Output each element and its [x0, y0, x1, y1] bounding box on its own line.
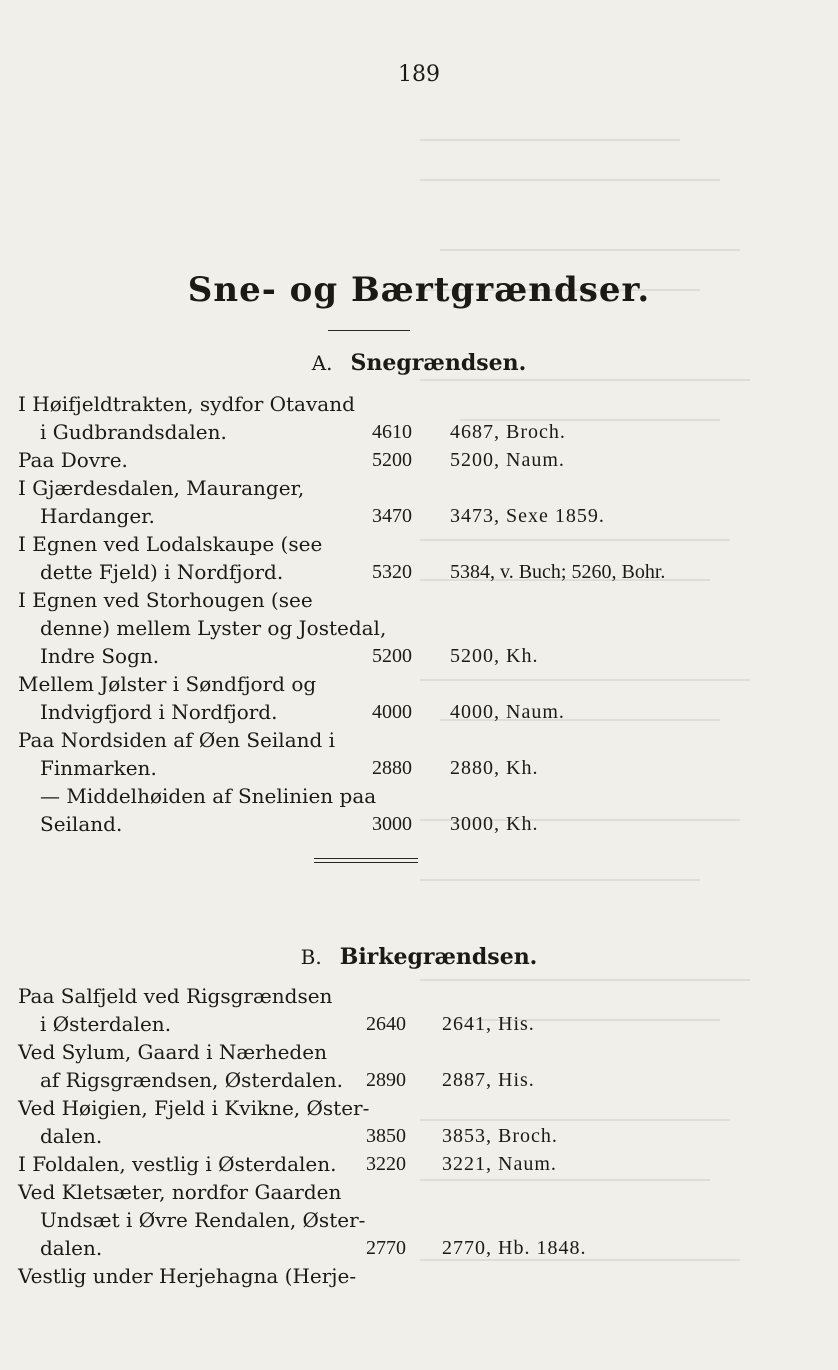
entry-line: Ved Sylum, Gaard i Nærheden [18, 1040, 327, 1064]
entry-line: Ved Kletsæter, nordfor Gaarden [18, 1180, 342, 1204]
section-a-name: Snegrændsen. [350, 350, 527, 376]
entry-line: Vestlig under Herjehagna (Herje- [18, 1264, 357, 1288]
height-value: 2640 [366, 1013, 406, 1035]
title-rule [328, 330, 410, 331]
entry-line: Paa Dovre. [18, 448, 128, 472]
entry-line: i Østerdalen. [40, 1012, 172, 1036]
height-value: 5200 [372, 449, 412, 471]
reference-value: 3473, Sexe 1859. [450, 505, 605, 527]
height-value: 5200 [372, 645, 412, 667]
reference-value: 3221, Naum. [442, 1153, 557, 1175]
section-a-heading [0, 350, 838, 376]
page-title: Sne- og Bærtgrændser. [187, 270, 651, 310]
reference-value: 2641, His. [442, 1013, 535, 1035]
height-value: 3470 [372, 505, 412, 527]
entry-line: Paa Nordsiden af Øen Seiland i [18, 728, 336, 752]
entry-line: dalen. [40, 1236, 103, 1260]
height-value: 2770 [366, 1237, 406, 1259]
entry-line: dette Fjeld) i Nordfjord. [40, 560, 284, 584]
entry-line: Seiland. [40, 812, 123, 836]
entry-line: Finmarken. [40, 756, 157, 780]
reference-value: 5200, Kh. [450, 645, 539, 667]
entry-line: Indvigfjord i Nordfjord. [40, 700, 278, 724]
entry-line: Paa Salfjeld ved Rigsgrændsen [18, 984, 333, 1008]
height-value: 2890 [366, 1069, 406, 1091]
section-b-heading [0, 944, 838, 970]
entry-line: I Foldalen, vestlig i Østerdalen. [18, 1152, 337, 1176]
section-divider [314, 858, 418, 863]
height-value: 4000 [372, 701, 412, 723]
height-value: 3000 [372, 813, 412, 835]
height-value: 2880 [372, 757, 412, 779]
entry-line: I Egnen ved Lodalskaupe (see [18, 532, 323, 556]
reference-value: 4687, Broch. [450, 421, 566, 443]
height-value: 3850 [366, 1125, 406, 1147]
entry-line: I Høifjeldtrakten, sydfor Otavand [18, 392, 355, 416]
section-b-letter: B. [300, 945, 322, 969]
reference-value: 3000, Kh. [450, 813, 539, 835]
reference-value: 4000, Naum. [450, 701, 565, 723]
reference-value: 2887, His. [442, 1069, 535, 1091]
entry-line: dalen. [40, 1124, 103, 1148]
entry-line: Ved Høigien, Fjeld i Kvikne, Øster- [18, 1096, 370, 1120]
entry-line: i Gudbrandsdalen. [40, 420, 227, 444]
entry-line: denne) mellem Lyster og Jostedal, [40, 616, 387, 640]
section-b-name: Birkegrændsen. [339, 944, 538, 970]
reference-value: 2770, Hb. 1848. [442, 1237, 587, 1259]
entry-line: Hardanger. [40, 504, 155, 528]
reference-value: 2880, Kh. [450, 757, 539, 779]
reference-value: 5384, v. Buch; 5260, Bohr. [450, 561, 666, 583]
height-value: 3220 [366, 1153, 406, 1175]
page-number: 189 [398, 62, 440, 87]
height-value: 5320 [372, 561, 412, 583]
height-value: 4610 [372, 421, 412, 443]
entry-line: I Egnen ved Storhougen (see [18, 588, 313, 612]
entry-line: Indre Sogn. [40, 644, 160, 668]
entry-line: Mellem Jølster i Søndfjord og [18, 672, 317, 696]
entry-line: Undsæt i Øvre Rendalen, Øster- [40, 1208, 366, 1232]
entry-line: I Gjærdesdalen, Mauranger, [18, 476, 305, 500]
entry-line: — Middelhøiden af Snelinien paa [40, 784, 377, 808]
section-a-letter: A. [311, 351, 333, 375]
reference-value: 3853, Broch. [442, 1125, 558, 1147]
reference-value: 5200, Naum. [450, 449, 565, 471]
entry-line: af Rigsgrændsen, Østerdalen. [40, 1068, 344, 1092]
